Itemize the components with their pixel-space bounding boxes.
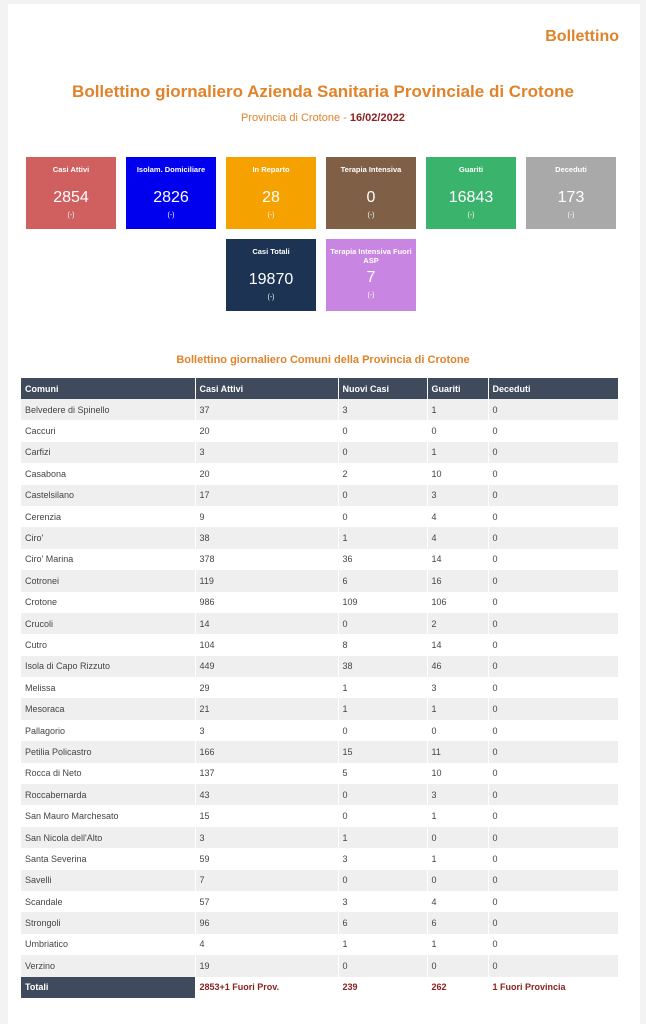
cell-casi-attivi: 3 (195, 827, 338, 848)
totals-nuovi-casi: 239 (338, 977, 427, 998)
cell-casi-attivi: 38 (195, 527, 338, 548)
totals-casi-attivi: 2853+1 Fuori Prov. (195, 977, 338, 998)
cell-nuovi-casi: 38 (338, 656, 427, 677)
card-terapia-intensiva (326, 157, 416, 229)
cell-guariti: 3 (427, 677, 488, 698)
cell-casi-attivi: 37 (195, 399, 338, 420)
table-row (21, 613, 618, 634)
table-row (21, 805, 618, 826)
cell-deceduti: 0 (488, 784, 618, 805)
cell-comune: San Mauro Marchesato (21, 805, 195, 826)
totals-label: Totali (21, 977, 195, 998)
cell-deceduti: 0 (488, 399, 618, 420)
table-row (21, 399, 618, 420)
cell-guariti: 0 (427, 955, 488, 976)
cell-guariti: 106 (427, 592, 488, 613)
card-change: (-) (267, 212, 275, 219)
cell-comune: Mesoraca (21, 698, 195, 719)
cell-guariti: 4 (427, 506, 488, 527)
cell-comune: Crucoli (21, 613, 195, 634)
cell-deceduti: 0 (488, 698, 618, 719)
table-row (21, 870, 618, 891)
table-row (21, 527, 618, 548)
card-label: Casi Totali (252, 247, 290, 256)
cell-guariti: 1 (427, 805, 488, 826)
table-header-row (21, 378, 618, 399)
cell-nuovi-casi: 0 (338, 442, 427, 463)
card-terapia-intensiva-fuori-asp (326, 239, 416, 311)
totals-deceduti: 1 Fuori Provincia (488, 977, 618, 998)
table-row (21, 442, 618, 463)
cell-casi-attivi: 43 (195, 784, 338, 805)
cell-deceduti: 0 (488, 891, 618, 912)
cell-deceduti: 0 (488, 485, 618, 506)
cell-deceduti: 0 (488, 506, 618, 527)
cell-nuovi-casi: 0 (338, 955, 427, 976)
table-row (21, 506, 618, 527)
cell-comune: Ciro' (21, 527, 195, 548)
card-casi-attivi (26, 157, 116, 229)
cell-deceduti: 0 (488, 870, 618, 891)
cell-deceduti: 0 (488, 634, 618, 655)
card-label: In Reparto (252, 165, 290, 174)
table-row (21, 592, 618, 613)
cell-nuovi-casi: 1 (338, 527, 427, 548)
cell-casi-attivi: 119 (195, 570, 338, 591)
cell-casi-attivi: 378 (195, 549, 338, 570)
column-header-guariti: Guariti (427, 378, 488, 399)
cell-guariti: 4 (427, 891, 488, 912)
card-label: Terapia Intensiva (340, 165, 402, 174)
cell-casi-attivi: 29 (195, 677, 338, 698)
page-right-edge (640, 0, 646, 1024)
cell-guariti: 1 (427, 934, 488, 955)
cell-deceduti: 0 (488, 656, 618, 677)
card-label: Casi Attivi (52, 165, 90, 174)
cell-deceduti: 0 (488, 527, 618, 548)
cell-deceduti: 0 (488, 912, 618, 933)
cell-deceduti: 0 (488, 763, 618, 784)
card-change: (-) (67, 212, 75, 219)
cell-deceduti: 0 (488, 848, 618, 869)
cell-casi-attivi: 9 (195, 506, 338, 527)
cell-deceduti: 0 (488, 955, 618, 976)
cell-comune: Rocca di Neto (21, 763, 195, 784)
cell-casi-attivi: 4 (195, 934, 338, 955)
cell-comune: Caccuri (21, 420, 195, 441)
cell-comune: Scandale (21, 891, 195, 912)
cell-comune: Petilia Policastro (21, 741, 195, 762)
cell-nuovi-casi: 0 (338, 784, 427, 805)
cell-comune: Casabona (21, 463, 195, 484)
table-row (21, 934, 618, 955)
column-header-deceduti: Deceduti (488, 378, 618, 399)
cell-nuovi-casi: 5 (338, 763, 427, 784)
cell-guariti: 4 (427, 527, 488, 548)
table-row (21, 891, 618, 912)
cell-casi-attivi: 17 (195, 485, 338, 506)
table-row (21, 485, 618, 506)
cell-guariti: 11 (427, 741, 488, 762)
table-row (21, 570, 618, 591)
cell-deceduti: 0 (488, 592, 618, 613)
cell-comune: Pallagorio (21, 720, 195, 741)
card-label: Isolam. Domiciliare (136, 165, 206, 174)
column-header-casi-attivi: Casi Attivi (195, 378, 338, 399)
cell-deceduti: 0 (488, 720, 618, 741)
card-value: 28 (262, 189, 280, 206)
cell-guariti: 0 (427, 870, 488, 891)
cell-deceduti: 0 (488, 741, 618, 762)
cell-nuovi-casi: 109 (338, 592, 427, 613)
cell-nuovi-casi: 0 (338, 870, 427, 891)
cell-nuovi-casi: 8 (338, 634, 427, 655)
cell-nuovi-casi: 6 (338, 570, 427, 591)
cell-nuovi-casi: 1 (338, 827, 427, 848)
cell-deceduti: 0 (488, 442, 618, 463)
table-row (21, 827, 618, 848)
table-title: Bollettino giornaliero Comuni della Provincia di Crotone (176, 354, 470, 366)
cell-casi-attivi: 19 (195, 955, 338, 976)
table-row (21, 912, 618, 933)
table-row (21, 463, 618, 484)
cell-deceduti: 0 (488, 463, 618, 484)
cell-nuovi-casi: 1 (338, 677, 427, 698)
cell-casi-attivi: 3 (195, 720, 338, 741)
table-row (21, 955, 618, 976)
cell-deceduti: 0 (488, 549, 618, 570)
card-label: Terapia Intensiva Fuori ASP (330, 247, 412, 265)
cell-deceduti: 0 (488, 677, 618, 698)
cell-casi-attivi: 166 (195, 741, 338, 762)
page-left-edge (0, 0, 8, 1024)
cell-casi-attivi: 20 (195, 463, 338, 484)
card-casi-totali (226, 239, 316, 311)
cell-nuovi-casi: 1 (338, 698, 427, 719)
table-row (21, 698, 618, 719)
subtitle-date: 16/02/2022 (349, 112, 405, 124)
cell-nuovi-casi: 3 (338, 399, 427, 420)
page-title: Bollettino giornaliero Azienda Sanitaria Provinciale di Crotone (72, 82, 574, 101)
cell-casi-attivi: 3 (195, 442, 338, 463)
table-row (21, 763, 618, 784)
cell-guariti: 14 (427, 634, 488, 655)
cell-casi-attivi: 14 (195, 613, 338, 634)
card-change: (-) (567, 212, 575, 219)
table-row (21, 741, 618, 762)
cell-comune: Crotone (21, 592, 195, 613)
cell-deceduti: 0 (488, 613, 618, 634)
cell-comune: Roccabernarda (21, 784, 195, 805)
table-row (21, 677, 618, 698)
cell-guariti: 1 (427, 848, 488, 869)
page-subtitle (0, 112, 646, 124)
cell-comune: Cotronei (21, 570, 195, 591)
cell-casi-attivi: 986 (195, 592, 338, 613)
column-header-comuni: Comuni (21, 378, 195, 399)
cell-comune: Belvedere di Spinello (21, 399, 195, 420)
cell-nuovi-casi: 0 (338, 506, 427, 527)
cell-guariti: 0 (427, 420, 488, 441)
cell-comune: Cerenzia (21, 506, 195, 527)
cell-guariti: 0 (427, 827, 488, 848)
cell-nuovi-casi: 0 (338, 613, 427, 634)
cell-comune: Carfizi (21, 442, 195, 463)
cell-nuovi-casi: 15 (338, 741, 427, 762)
comuni-table (21, 378, 618, 998)
table-row (21, 784, 618, 805)
cell-nuovi-casi: 2 (338, 463, 427, 484)
totals-row (21, 977, 618, 998)
cell-nuovi-casi: 3 (338, 891, 427, 912)
cell-guariti: 1 (427, 698, 488, 719)
cell-guariti: 16 (427, 570, 488, 591)
card-label: Guariti (458, 165, 484, 174)
card-value: 7 (366, 269, 376, 286)
card-change: (-) (367, 212, 375, 219)
card-change: (-) (267, 294, 275, 301)
cell-guariti: 6 (427, 912, 488, 933)
cell-comune: Savelli (21, 870, 195, 891)
table-row (21, 720, 618, 741)
card-value: 16843 (448, 189, 494, 206)
card-change: (-) (467, 212, 475, 219)
cell-comune: Verzino (21, 955, 195, 976)
cell-nuovi-casi: 3 (338, 848, 427, 869)
cell-guariti: 1 (427, 399, 488, 420)
cell-guariti: 14 (427, 549, 488, 570)
table-row (21, 420, 618, 441)
cell-nuovi-casi: 0 (338, 805, 427, 826)
table-row (21, 634, 618, 655)
card-value: 19870 (248, 271, 294, 288)
cell-casi-attivi: 57 (195, 891, 338, 912)
cell-comune: Umbriatico (21, 934, 195, 955)
cell-deceduti: 0 (488, 420, 618, 441)
cell-nuovi-casi: 6 (338, 912, 427, 933)
table-row (21, 656, 618, 677)
cell-guariti: 10 (427, 763, 488, 784)
cell-deceduti: 0 (488, 570, 618, 591)
page-top-edge (0, 0, 646, 4)
cell-casi-attivi: 137 (195, 763, 338, 784)
cell-nuovi-casi: 0 (338, 720, 427, 741)
bollettino-link[interactable]: Bollettino (545, 28, 619, 45)
card-value: 0 (366, 189, 376, 206)
card-value: 2854 (53, 189, 89, 206)
totals-guariti: 262 (427, 977, 488, 998)
cell-casi-attivi: 21 (195, 698, 338, 719)
cell-guariti: 0 (427, 720, 488, 741)
cell-deceduti: 0 (488, 827, 618, 848)
cell-comune: Strongoli (21, 912, 195, 933)
table-row (21, 848, 618, 869)
cell-guariti: 3 (427, 485, 488, 506)
card-change: (-) (367, 292, 375, 299)
cell-casi-attivi: 20 (195, 420, 338, 441)
card-in-reparto (226, 157, 316, 229)
cell-comune: Castelsilano (21, 485, 195, 506)
cell-nuovi-casi: 36 (338, 549, 427, 570)
cell-casi-attivi: 15 (195, 805, 338, 826)
table-row (21, 549, 618, 570)
card-deceduti (526, 157, 616, 229)
cell-comune: Ciro' Marina (21, 549, 195, 570)
cell-guariti: 3 (427, 784, 488, 805)
cell-guariti: 2 (427, 613, 488, 634)
card-change: (-) (167, 212, 175, 219)
cell-comune: Melissa (21, 677, 195, 698)
cell-casi-attivi: 7 (195, 870, 338, 891)
cell-guariti: 1 (427, 442, 488, 463)
cell-comune: Cutro (21, 634, 195, 655)
cell-deceduti: 0 (488, 934, 618, 955)
cell-nuovi-casi: 1 (338, 934, 427, 955)
subtitle-province: Provincia di Crotone - (241, 112, 350, 124)
cell-guariti: 46 (427, 656, 488, 677)
cell-deceduti: 0 (488, 805, 618, 826)
cell-comune: Isola di Capo Rizzuto (21, 656, 195, 677)
cell-comune: Santa Severina (21, 848, 195, 869)
cell-casi-attivi: 96 (195, 912, 338, 933)
cell-nuovi-casi: 0 (338, 485, 427, 506)
cell-guariti: 10 (427, 463, 488, 484)
column-header-nuovi-casi: Nuovi Casi (338, 378, 427, 399)
cell-casi-attivi: 59 (195, 848, 338, 869)
card-value: 2826 (153, 189, 189, 206)
card-guariti (426, 157, 516, 229)
card-isolamento-domiciliare (126, 157, 216, 229)
card-label: Deceduti (555, 165, 587, 174)
cell-casi-attivi: 104 (195, 634, 338, 655)
cell-casi-attivi: 449 (195, 656, 338, 677)
cell-nuovi-casi: 0 (338, 420, 427, 441)
card-value: 173 (557, 189, 585, 206)
cell-comune: San Nicola dell'Alto (21, 827, 195, 848)
